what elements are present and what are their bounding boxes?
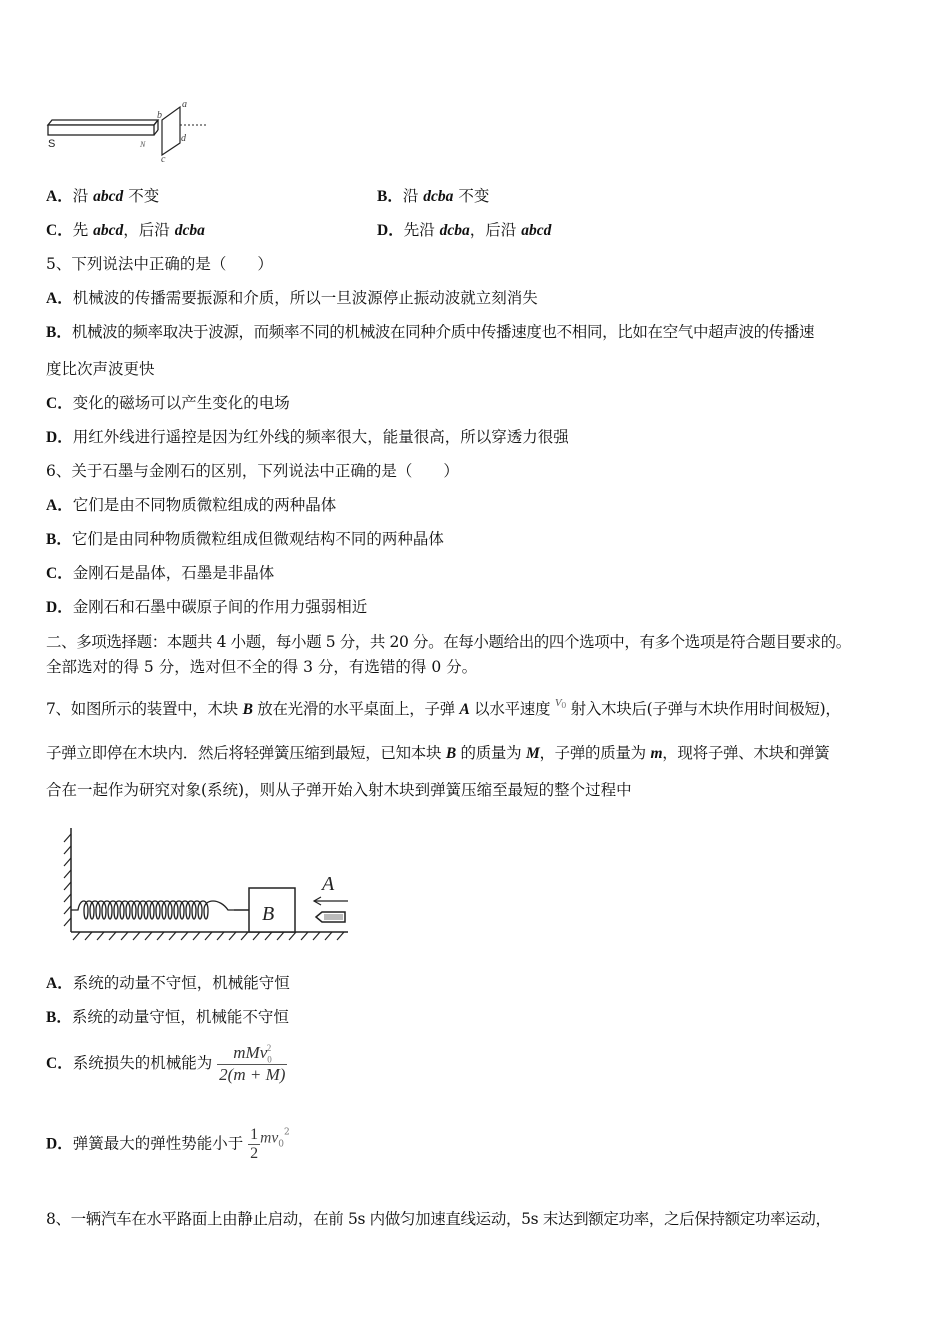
block-label: B xyxy=(262,903,275,925)
q7-stem-line1: 7、如图所示的装置中，木块 B 放在光滑的水平桌面上，子弹 A 以水平速度 $^{V0}$ 射入木块后(子弹与木块作用时间极短)， xyxy=(46,697,841,718)
q8-stem-line1: 8、一辆汽车在水平路面上由静止启动，在前 5s 内做匀加速直线运动，5s 末达到额定功率，之后保持额定功率运动， xyxy=(46,1210,831,1228)
q4-option-b: B．沿 dcba 不变 xyxy=(377,187,490,205)
q7-option-d: D．弹簧最大的弹性势能小于 $\frac{1}{2}$ $mv^{02}$ xyxy=(46,1126,290,1162)
q4-option-d: D．先沿 dcba，后沿 abcd xyxy=(377,221,552,239)
label-b: b xyxy=(157,110,162,121)
q7-stem-line2: 子弹立即停在木块内．然后将轻弹簧压缩到最短，已知本块 B 的质量为 M，子弹的质量为 m，现将子弹、木块和弹簧 xyxy=(46,744,830,762)
section2-heading-line2: 全部选对的得 5 分，选对但不全的得 3 分，有选错的得 0 分。 xyxy=(46,658,478,676)
q6-option-d: D．金刚石和石墨中碳原子间的作用力强弱相近 xyxy=(46,598,368,616)
q6-option-a: A．它们是由不同物质微粒组成的两种晶体 xyxy=(46,496,337,514)
q5-stem: 5、下列说法中正确的是（ ） xyxy=(46,255,273,273)
label-n: N xyxy=(140,140,146,149)
half-fraction: $\frac{1}{2}$ xyxy=(250,1126,259,1162)
q7-option-c: C．系统损失的机械能为 $\frac{mMv_0^2}{2(m + M)}$ xyxy=(46,1043,286,1085)
bullet-label: A xyxy=(322,873,335,895)
q5-option-a: A．机械波的传播需要振源和介质，所以一旦波源停止振动波就立刻消失 xyxy=(46,289,538,307)
energy-loss-fraction: $\frac{mMv_0^2}{2(m + M)}$ xyxy=(219,1043,286,1085)
q6-option-c: C．金刚石是晶体，石墨是非晶体 xyxy=(46,564,275,582)
label-c: c xyxy=(161,154,166,165)
q4-option-a: A．沿 abcd 不变 xyxy=(46,187,160,205)
label-a: a xyxy=(182,99,187,110)
q5-option-b-cont: 度比次声波更快 xyxy=(46,360,155,378)
q7-option-a: A．系统的动量不守恒，机械能守恒 xyxy=(46,974,290,992)
label-s: S xyxy=(48,138,56,150)
label-d: d xyxy=(181,133,186,144)
section2-heading-line1: 二、多项选择题：本题共 4 小题，每小题 5 分，共 20 分。在每小题给出的四个选项中，有多个选项是符合题目要求的。 xyxy=(46,633,851,651)
q4-option-c: C．先 abcd，后沿 dcba xyxy=(46,221,205,239)
q6-stem: 6、关于石墨与金刚石的区别，下列说法中正确的是（ ） xyxy=(46,462,459,480)
q7-option-b: B．系统的动量守恒，机械能不守恒 xyxy=(46,1008,289,1026)
q6-option-b: B．它们是由同种物质微粒组成但微观结构不同的两种晶体 xyxy=(46,530,444,548)
spring-block-figure xyxy=(58,820,358,945)
q5-option-b: B．机械波的频率取决于波源，而频率不同的机械波在同种介质中传播速度也不相同，比如在空气中超声波的传播速 xyxy=(46,323,815,341)
q5-option-d: D．用红外线进行遥控是因为红外线的频率很大，能量很高，所以穿透力很强 xyxy=(46,428,569,446)
q5-option-c: C．变化的磁场可以产生变化的电场 xyxy=(46,394,290,412)
q7-stem-line3: 合在一起作为研究对象(系统)，则从子弹开始入射木块到弹簧压缩至最短的整个过程中 xyxy=(46,781,632,799)
magnet-coil-figure xyxy=(44,95,214,165)
